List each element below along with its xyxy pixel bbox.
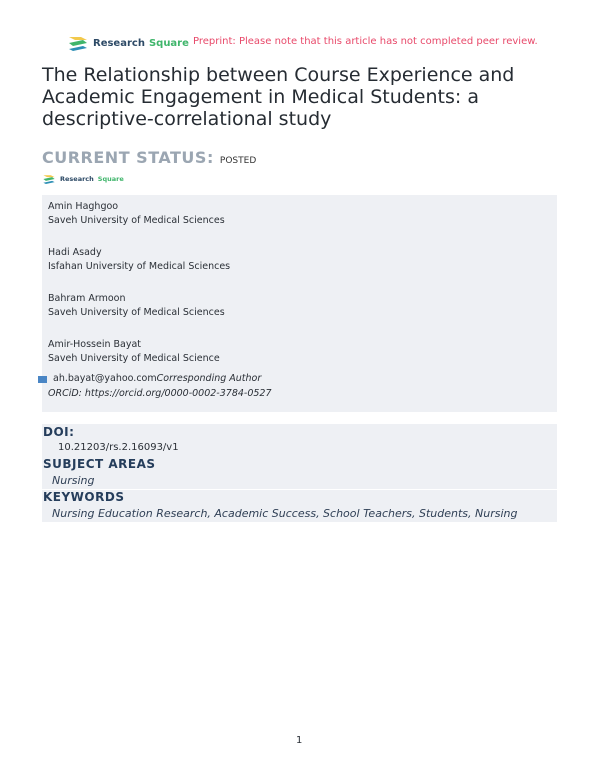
logo-text-research: Research xyxy=(60,175,94,183)
logo-text-square: Square xyxy=(148,37,189,49)
status-value: POSTED xyxy=(219,156,257,166)
authors-box xyxy=(42,195,557,412)
logo-text-research: Research xyxy=(93,37,145,49)
keywords-value: Nursing Education Research, Academic Success, School Teachers, Students, Nursing xyxy=(52,507,518,520)
doi-section xyxy=(42,424,557,457)
author-affiliation: Saveh University of Medical Sciences xyxy=(48,307,225,318)
corresponding-role: Corresponding Author xyxy=(156,373,262,384)
author xyxy=(48,246,230,274)
page-number: 1 xyxy=(296,735,303,746)
author-name: Amin Haghgoo xyxy=(48,201,119,212)
status-label: CURRENT STATUS: xyxy=(42,148,214,167)
doi-label: DOI: xyxy=(43,425,75,439)
logo-icon xyxy=(42,174,56,184)
author xyxy=(48,338,220,366)
keywords-label: KEYWORDS xyxy=(43,490,125,504)
author-name: Amir-Hossein Bayat xyxy=(48,339,142,350)
email-link[interactable]: ah.bayat@yahoo.com xyxy=(53,373,157,384)
author xyxy=(48,292,225,320)
author-affiliation: Isfahan University of Medical Sciences xyxy=(48,261,231,272)
author xyxy=(48,200,225,228)
subject-section xyxy=(42,457,557,489)
logo-icon xyxy=(67,35,89,51)
keywords-section xyxy=(42,490,557,522)
subject-value: Nursing xyxy=(52,474,95,487)
page-title: The Relationship between Course Experience and Academic Engagement in Medical Students: a descriptive-correlational study xyxy=(42,64,515,130)
research-square-logo[interactable] xyxy=(67,35,189,51)
doi-value[interactable]: 10.21203/rs.2.16093/v1 xyxy=(58,442,179,453)
author-affiliation: Saveh University of Medical Science xyxy=(48,353,220,364)
research-square-logo-small xyxy=(42,174,124,184)
author-name: Bahram Armoon xyxy=(48,293,126,304)
author-affiliation: Saveh University of Medical Sciences xyxy=(48,215,225,226)
subject-label: SUBJECT AREAS xyxy=(43,457,156,471)
email-icon xyxy=(38,376,47,383)
current-status xyxy=(42,148,256,167)
corresponding-author xyxy=(38,372,261,386)
logo-text-square: Square xyxy=(97,175,124,183)
preprint-notice: Preprint: Please note that this article has not completed peer review. xyxy=(193,36,538,47)
orcid-link[interactable]: ORCiD: https://orcid.org/0000-0002-3784-0527 xyxy=(48,388,272,399)
author-name: Hadi Asady xyxy=(48,247,102,258)
